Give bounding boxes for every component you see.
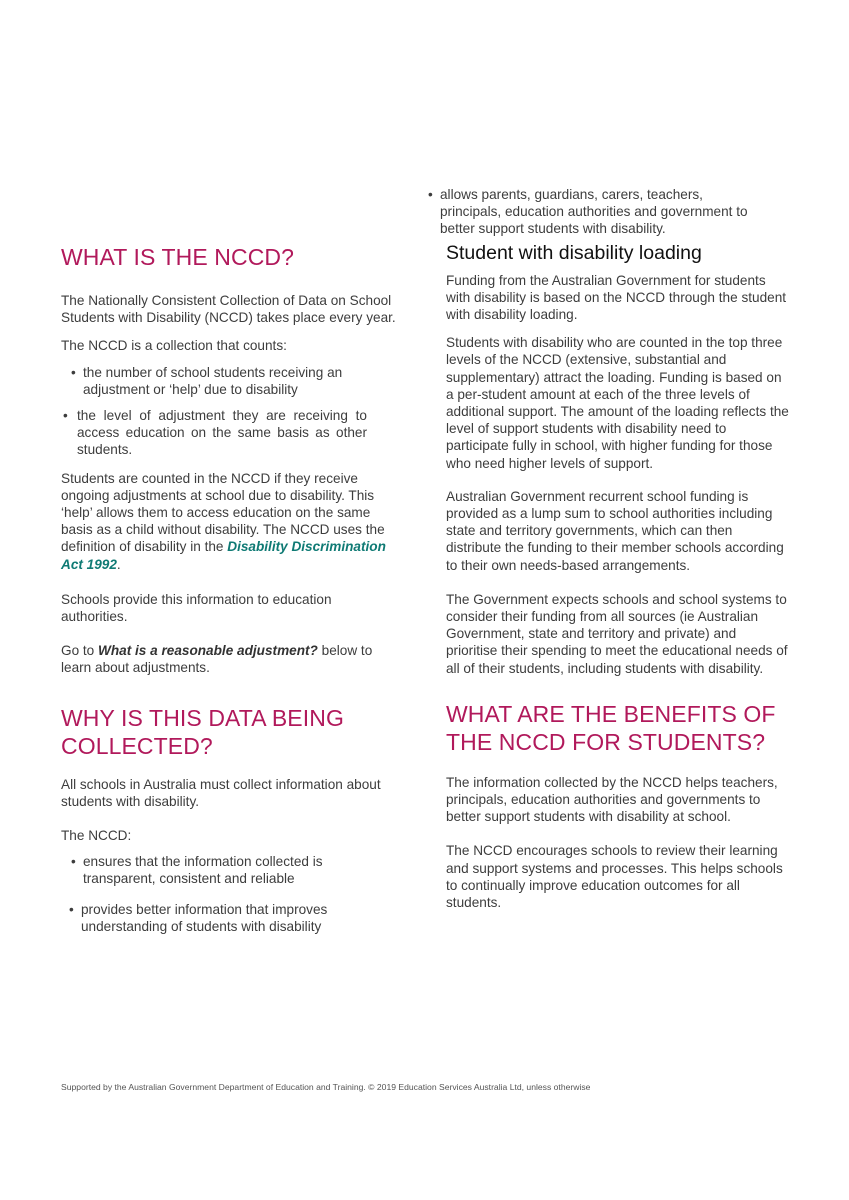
- loading-paragraph-2: Students with disability who are counted in the top three levels of the NCCD (extensive, substantial and supplementary) attract the loading. Funding is based on a per-student amount at each of the three levels of additional support. The amount of the loading reflects the level of support students with disability need to participate fully in school, with higher funding for those who need higher levels of support.: [446, 335, 789, 471]
- bullet-glyph: •: [63, 408, 68, 424]
- continued-list: [428, 186, 758, 238]
- counts-intro: The NCCD is a collection that counts:: [61, 338, 287, 354]
- left-column: [61, 240, 401, 935]
- count-list: [61, 364, 401, 459]
- bullet-glyph: •: [71, 364, 76, 380]
- list-item: [69, 901, 351, 935]
- counted-paragraph: Students are counted in the NCCD if they receive ongoing adjustments at school due to disability. This ‘help’ allows them to access education on the same basis as a child without disability. The NCCD uses the definition of disability in the Disability Discrimination Act 1992.: [61, 470, 386, 572]
- heading-why-collected: WHY IS THIS DATA BEING COLLECTED?: [61, 704, 344, 759]
- nccd-list: [61, 853, 351, 935]
- count-item-1: the number of school students receiving an adjustment or ‘help’ due to disability: [83, 364, 343, 397]
- loading-paragraph-1: Funding from the Australian Government for students with disability is based on the NCCD through the student with disability loading.: [446, 272, 787, 323]
- count-item-2: the level of adjustment they are receiving to access education on the same basis as other students.: [77, 408, 367, 458]
- loading-paragraph-3: Australian Government recurrent school funding is provided as a lump sum to school authorities including state and territory governments, which can then distribute the funding to their member schools according to their own needs-based arrangements.: [446, 488, 784, 573]
- continued-item: allows parents, guardians, carers, teachers, principals, education authorities and government to better support students with disability.: [440, 187, 748, 237]
- heading-what-is-nccd: WHAT IS THE NCCD?: [61, 244, 295, 270]
- loading-paragraph-4: The Government expects schools and school systems to consider their funding from all sources (ie Australian Government, state and territory and private) and prioritise their spending to meet the educational needs of all of their students, including students with disability.: [446, 591, 788, 676]
- goto-paragraph: Go to What is a reasonable adjustment? below to learn about adjustments.: [61, 643, 373, 676]
- bullet-glyph: •: [69, 901, 74, 917]
- list-item: [428, 186, 758, 238]
- right-column: [428, 186, 791, 911]
- nccd-item-1: ensures that the information collected is transparent, consistent and reliable: [83, 854, 323, 887]
- list-item: [71, 853, 351, 887]
- nccd-item-2: provides better information that improves understanding of students with disability: [81, 901, 328, 934]
- list-item: [63, 407, 367, 459]
- nccd-label: The NCCD:: [61, 828, 132, 844]
- disability-discrimination-act-link[interactable]: Disability Discrimination Act 1992: [61, 539, 386, 572]
- benefits-paragraph-2: The NCCD encourages schools to review their learning and support systems and processes. This helps schools to continually improve education outcomes for all students.: [446, 843, 783, 911]
- list-item: [71, 364, 401, 398]
- intro-paragraph: The Nationally Consistent Collection of Data on School Students with Disability (NCCD) takes place every year.: [61, 293, 396, 326]
- benefits-paragraph-1: The information collected by the NCCD helps teachers, principals, education authorities and governments to better support students with disability at school.: [446, 774, 778, 825]
- bullet-glyph: •: [71, 854, 76, 870]
- schools-paragraph: Schools provide this information to education authorities.: [61, 591, 332, 625]
- reasonable-adjustment-reference: What is a reasonable adjustment?: [98, 643, 318, 659]
- heading-benefits: WHAT ARE THE BENEFITS OF THE NCCD FOR STUDENTS?: [446, 700, 776, 755]
- subheading-student-disability-loading: Student with disability loading: [446, 241, 702, 264]
- bullet-glyph: •: [428, 187, 433, 202]
- why-paragraph: All schools in Australia must collect information about students with disability.: [61, 776, 381, 809]
- footer-note: Supported by the Australian Government Department of Education and Training. © 2019 Education Services Australia Ltd, unless otherwise: [61, 1082, 591, 1092]
